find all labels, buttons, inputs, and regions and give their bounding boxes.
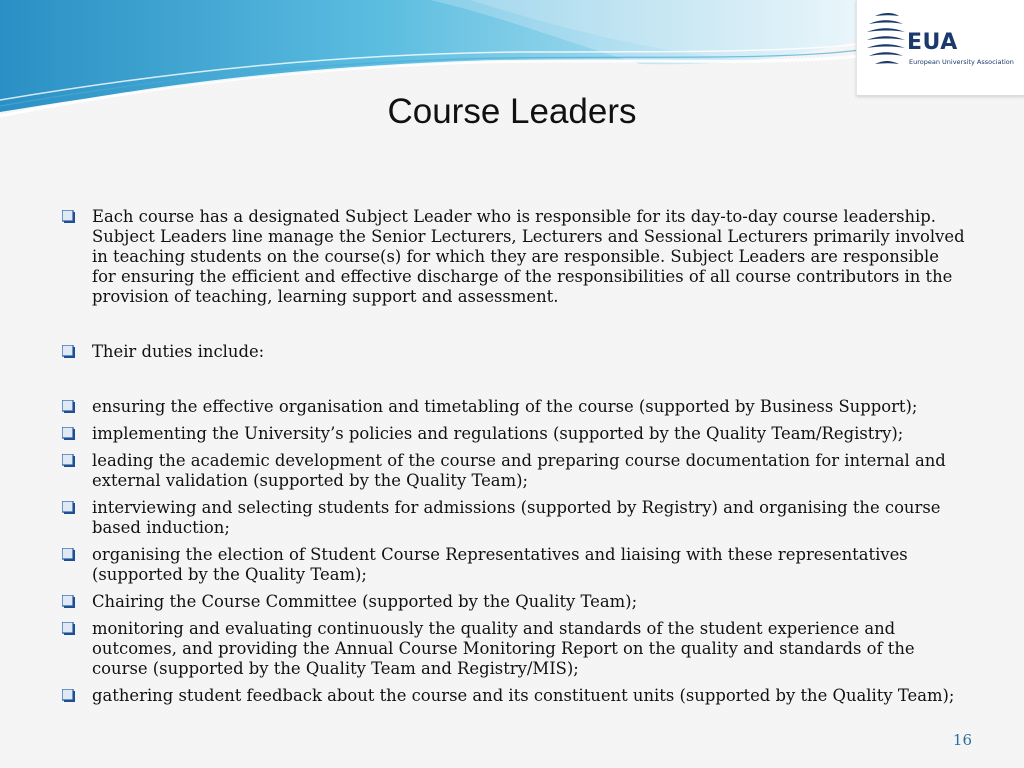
list-item-text: gathering student feedback about the course and its constituent units (supported by the Quality Team);	[92, 686, 955, 705]
eua-globe-icon	[865, 12, 905, 72]
page-number: 16	[952, 731, 972, 749]
square-bullet-icon	[62, 595, 75, 608]
square-bullet-icon	[62, 454, 75, 467]
list-item	[62, 619, 967, 679]
square-bullet-icon	[62, 501, 75, 514]
list-item	[62, 592, 967, 612]
list-item	[62, 424, 967, 444]
square-bullet-icon	[62, 345, 75, 358]
square-bullet-icon	[62, 548, 75, 561]
list-item	[62, 342, 967, 362]
list-item	[62, 451, 967, 491]
list-item-text: Chairing the Course Committee (supported by the Quality Team);	[92, 592, 638, 611]
bullet-list	[62, 207, 967, 706]
list-item-text: organising the election of Student Course Representatives and liaising with these representatives (supported by the Quality Team);	[92, 545, 908, 584]
square-bullet-icon	[62, 210, 75, 223]
square-bullet-icon	[62, 427, 75, 440]
square-bullet-icon	[62, 622, 75, 635]
list-item	[62, 545, 967, 585]
list-item-text: Each course has a designated Subject Leader who is responsible for its day-to-day course leadership. Subject Leaders line manage the Senior Lecturers, Lecturers and Sessional Lecturers primarily involved in teaching students on the course(s) for which they are responsible. Subject Leaders are responsible for ensuring the efficient and effective discharge of the responsibilities of all course contributors in the provision of teaching, learning support and assessment.	[92, 207, 965, 306]
list-item	[62, 686, 967, 706]
logo-subtitle: European University Association	[909, 58, 1014, 66]
eua-logo	[856, 0, 1024, 96]
slide-title: Course Leaders	[387, 92, 637, 131]
square-bullet-icon	[62, 689, 75, 702]
list-item-text: implementing the University’s policies and regulations (supported by the Quality Team/Registry);	[92, 424, 904, 443]
list-item-text: ensuring the effective organisation and timetabling of the course (supported by Business Support);	[92, 397, 918, 416]
list-item	[62, 498, 967, 538]
list-item-text: leading the academic development of the course and preparing course documentation for internal and external validation (supported by the Quality Team);	[92, 451, 946, 490]
list-item-text: interviewing and selecting students for admissions (supported by Registry) and organising the course based induction;	[92, 498, 941, 537]
square-bullet-icon	[62, 400, 75, 413]
list-item	[62, 397, 967, 417]
list-item-text: monitoring and evaluating continuously the quality and standards of the student experience and outcomes, and providing the Annual Course Monitoring Report on the quality and standards of the course (supported by the Quality Team and Registry/MIS);	[92, 619, 915, 678]
list-item	[62, 207, 967, 307]
list-item-text: Their duties include:	[92, 342, 265, 361]
logo-wordmark: EUA	[907, 30, 958, 55]
